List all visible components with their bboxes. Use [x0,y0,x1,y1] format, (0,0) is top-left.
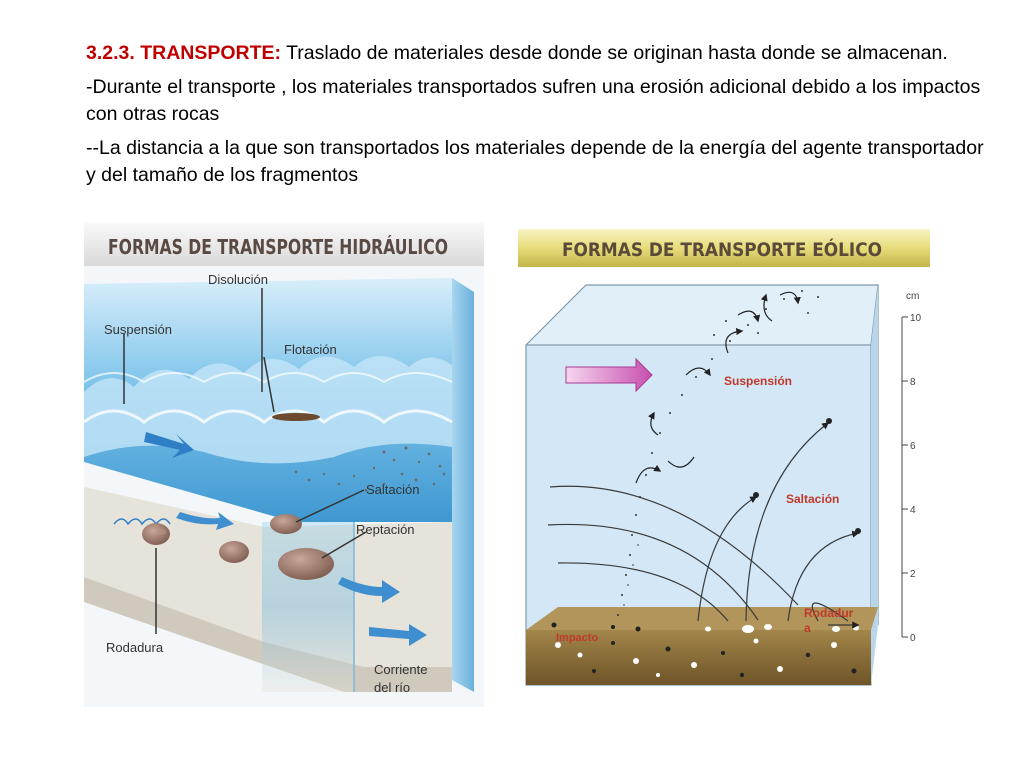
bullet-distance: --La distancia a la que son transportados los materiales depende de la energía del agente transportador y del tamaño de los fragmentos [86,137,984,186]
label-suspension-eolic: Suspensión [724,374,793,388]
section-heading: 3.2.3. TRANSPORTE: [86,42,282,64]
hydraulic-transport-figure [84,222,484,707]
scale-unit: cm [906,291,920,302]
label-corriente: Corriente [374,662,428,677]
scale-tick-6: 6 [910,441,916,452]
rock-creep [278,548,334,580]
label-rodadura: Rodadura [106,640,164,655]
hydraulic-title: FORMAS DE TRANSPORTE HIDRÁULICO [108,235,448,259]
label-saltacion-eolic: Saltación [786,492,840,506]
eolic-transport-figure [518,225,938,695]
block-side-face [452,278,474,692]
hydraulic-diagram [84,222,484,707]
label-rodadura-eolic-1: Rodadur [804,606,854,620]
rock-bouncing [219,541,249,563]
label-suspension: Suspensión [104,322,172,337]
bullet-erosion: -Durante el transporte , los materiales transportados sufren una erosión adicional debido a los impactos con otras rocas [86,76,981,125]
definition-text: Traslado de materiales desde donde se originan hasta donde se almacenan. [281,42,948,64]
scale-tick-0: 0 [910,633,916,644]
scale-tick-4: 4 [910,505,916,516]
text-block [86,40,986,196]
label-reptacion: Reptación [356,522,415,537]
label-disolucion: Disolución [208,272,268,287]
rock-rolling [142,523,170,545]
eolic-title: FORMAS DE TRANSPORTE EÓLICO [562,239,922,261]
scale-tick-10: 10 [910,313,922,324]
floating-log [272,413,320,421]
label-rodadura-eolic-2: a [804,621,811,635]
eolic-diagram [518,225,938,695]
height-scale [902,291,922,644]
scale-tick-8: 8 [910,377,916,388]
label-impacto: Impacto [556,632,599,644]
label-del-rio: del río [374,680,411,695]
definition-paragraph [86,40,986,67]
label-flotacion: Flotación [284,342,337,357]
rock-saltation [270,514,302,534]
label-saltacion: Saltación [366,482,420,497]
scale-tick-2: 2 [910,569,916,580]
